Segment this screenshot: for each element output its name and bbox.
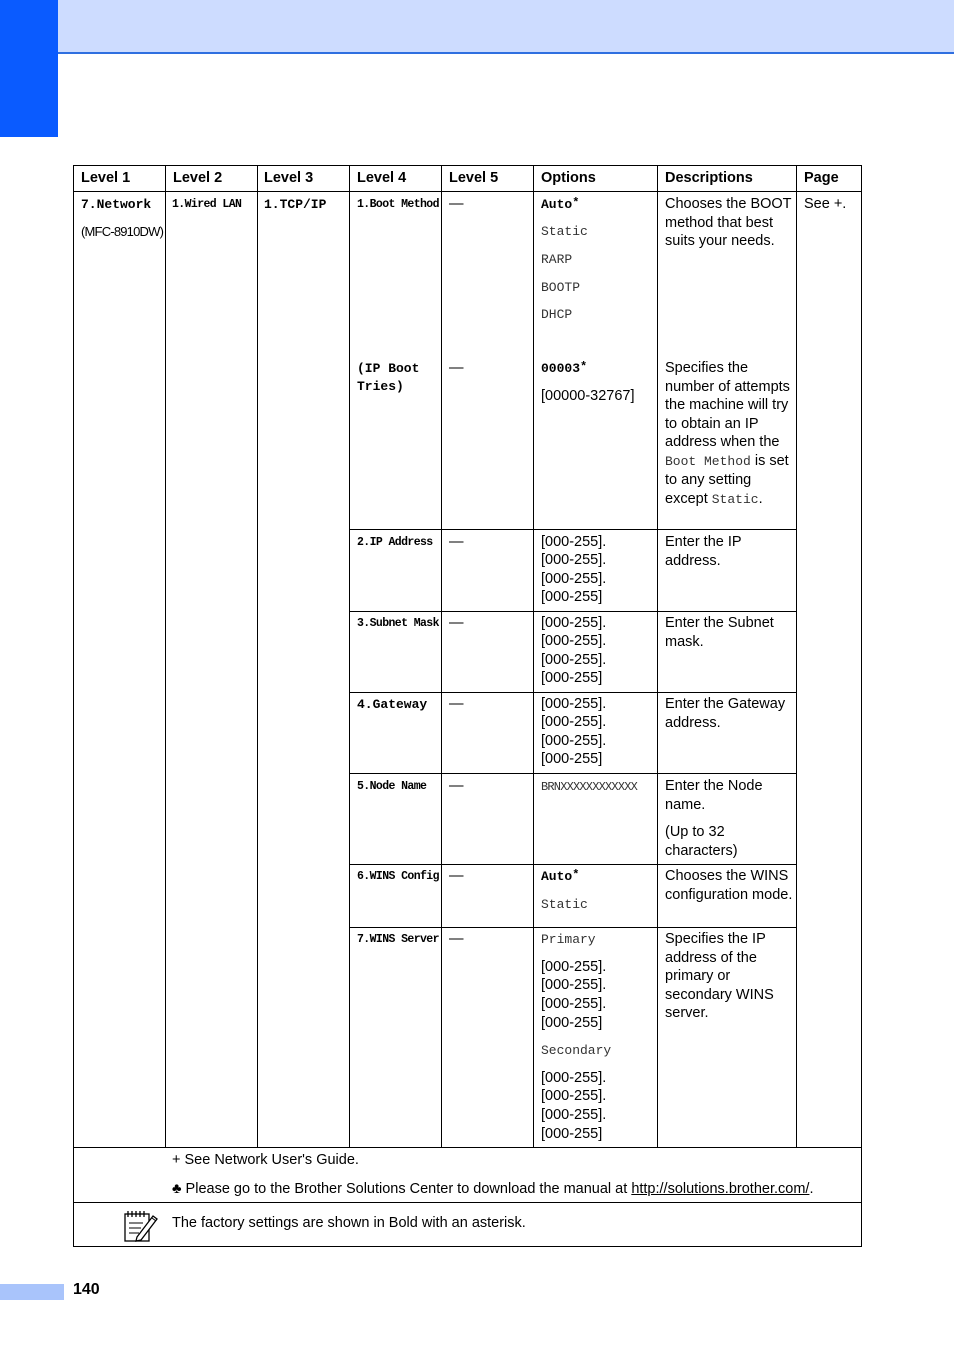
option: [000-255].	[541, 615, 607, 631]
row-divider	[350, 927, 797, 928]
page-number: 140	[73, 1281, 100, 1298]
level4-ip-address: 2.IP Address	[357, 536, 433, 549]
description: Enter the Subnet mask.	[665, 615, 774, 650]
footnote-divider	[74, 1147, 861, 1148]
level5-dash: —	[449, 868, 464, 884]
row-divider	[350, 692, 797, 693]
header-band	[0, 0, 954, 54]
description-note: (Up to 32 characters)	[665, 824, 738, 859]
option-default: Auto*	[541, 868, 580, 884]
header-level3: Level 3	[264, 170, 314, 186]
option: DHCP	[541, 307, 573, 322]
option: [000-255].	[541, 733, 607, 749]
level4-ip-boot-tries: (IP Boot	[357, 361, 420, 376]
plus-icon: +	[172, 1152, 181, 1168]
header-level5: Level 5	[449, 170, 499, 186]
option: Static	[541, 897, 588, 912]
option: [000-255]	[541, 1015, 603, 1031]
option: BRNXXXXXXXXXXXX	[541, 780, 638, 794]
solutions-link[interactable]: http://solutions.brother.com/	[631, 1181, 810, 1197]
option: [000-255]	[541, 751, 603, 767]
option: [000-255].	[541, 1070, 607, 1086]
option: [000-255].	[541, 1088, 607, 1104]
level4-gateway: 4.Gateway	[357, 697, 428, 712]
club-icon: ♣	[172, 1181, 182, 1197]
header-options: Options	[541, 170, 596, 186]
row-divider	[350, 773, 797, 774]
option: [000-255].	[541, 977, 607, 993]
option: Primary	[541, 932, 596, 947]
col-divider	[165, 166, 166, 1147]
description: Specifies the number of attempts the machine will try to obtain an IP address when the Boot Method is set to any setting except Static.	[665, 360, 790, 507]
level5-dash: —	[449, 696, 464, 712]
option: RARP	[541, 252, 573, 267]
note-pencil-icon	[122, 1208, 160, 1244]
level4-wins-config: 6.WINS Config	[357, 870, 439, 883]
level2-wired-lan: 1.Wired LAN	[172, 198, 242, 211]
level5-dash: —	[449, 615, 464, 631]
description: Specifies the IP address of the primary or secondary WINS server.	[665, 931, 774, 1021]
footnote-solutions-center: ♣ Please go to the Brother Solutions Center to download the manual at http://solutions.brother.com/.	[172, 1181, 814, 1197]
option: [000-255].	[541, 652, 607, 668]
option: [000-255].	[541, 714, 607, 730]
col-divider	[257, 166, 258, 1147]
description: Enter the Gateway address.	[665, 696, 786, 731]
chapter-tab	[0, 0, 58, 137]
option: [000-255].	[541, 571, 607, 587]
option: [000-255].	[541, 996, 607, 1012]
row-divider	[350, 864, 797, 865]
option: BOOTP	[541, 280, 581, 295]
option: [000-255].	[541, 534, 607, 550]
option: [000-255].	[541, 696, 607, 712]
col-divider	[349, 166, 350, 1147]
option-default: Auto*	[541, 196, 580, 212]
col-divider	[441, 166, 442, 1147]
option: [000-255].	[541, 1107, 607, 1123]
note-divider	[74, 1202, 861, 1203]
option: Static	[541, 224, 588, 239]
description: Enter the Node name.	[665, 778, 763, 813]
option: [000-255]	[541, 589, 603, 605]
note-text: The factory settings are shown in Bold with an asterisk.	[172, 1215, 526, 1231]
option-range: [00000-32767]	[541, 388, 635, 404]
level1-network: 7.Network	[81, 197, 152, 212]
option: [000-255].	[541, 959, 607, 975]
description: Chooses the WINS configuration mode.	[665, 868, 793, 903]
option: [000-255].	[541, 552, 607, 568]
option: Secondary	[541, 1043, 612, 1058]
level5-dash: —	[449, 778, 464, 794]
level4-node-name: 5.Node Name	[357, 780, 427, 793]
header-page: Page	[804, 170, 839, 186]
level4-boot-method: 1.Boot Method	[357, 198, 439, 211]
level5-dash: —	[449, 534, 464, 550]
header-level4: Level 4	[357, 170, 407, 186]
option-default: 00003*	[541, 360, 588, 376]
option: [000-255].	[541, 633, 607, 649]
page-number-band	[0, 1284, 64, 1300]
level5-dash: —	[449, 931, 464, 947]
col-divider	[796, 166, 797, 1147]
header-divider	[74, 191, 861, 192]
level3-tcpip: 1.TCP/IP	[264, 197, 327, 212]
option: [000-255]	[541, 1126, 603, 1142]
level4-wins-server: 7.WINS Server	[357, 933, 439, 946]
header-descriptions: Descriptions	[665, 170, 753, 186]
level1-model: (MFC-8910DW)	[81, 224, 164, 239]
col-divider	[657, 166, 658, 1147]
description: Enter the IP address.	[665, 534, 742, 569]
footnote-network-guide: + See Network User's Guide.	[172, 1152, 359, 1168]
settings-table	[73, 165, 862, 1247]
level4-ip-boot-tries-cont: Tries)	[357, 379, 404, 394]
header-level2: Level 2	[173, 170, 223, 186]
page-ref: See +.	[804, 196, 847, 212]
level4-subnet-mask: 3.Subnet Mask	[357, 617, 439, 630]
option: [000-255]	[541, 670, 603, 686]
level5-dash: —	[449, 360, 464, 376]
row-divider	[350, 529, 797, 530]
description: Chooses the BOOT method that best suits your needs.	[665, 196, 792, 249]
header-level1: Level 1	[81, 170, 131, 186]
row-divider	[350, 611, 797, 612]
level5-dash: —	[449, 196, 464, 212]
col-divider	[533, 166, 534, 1147]
